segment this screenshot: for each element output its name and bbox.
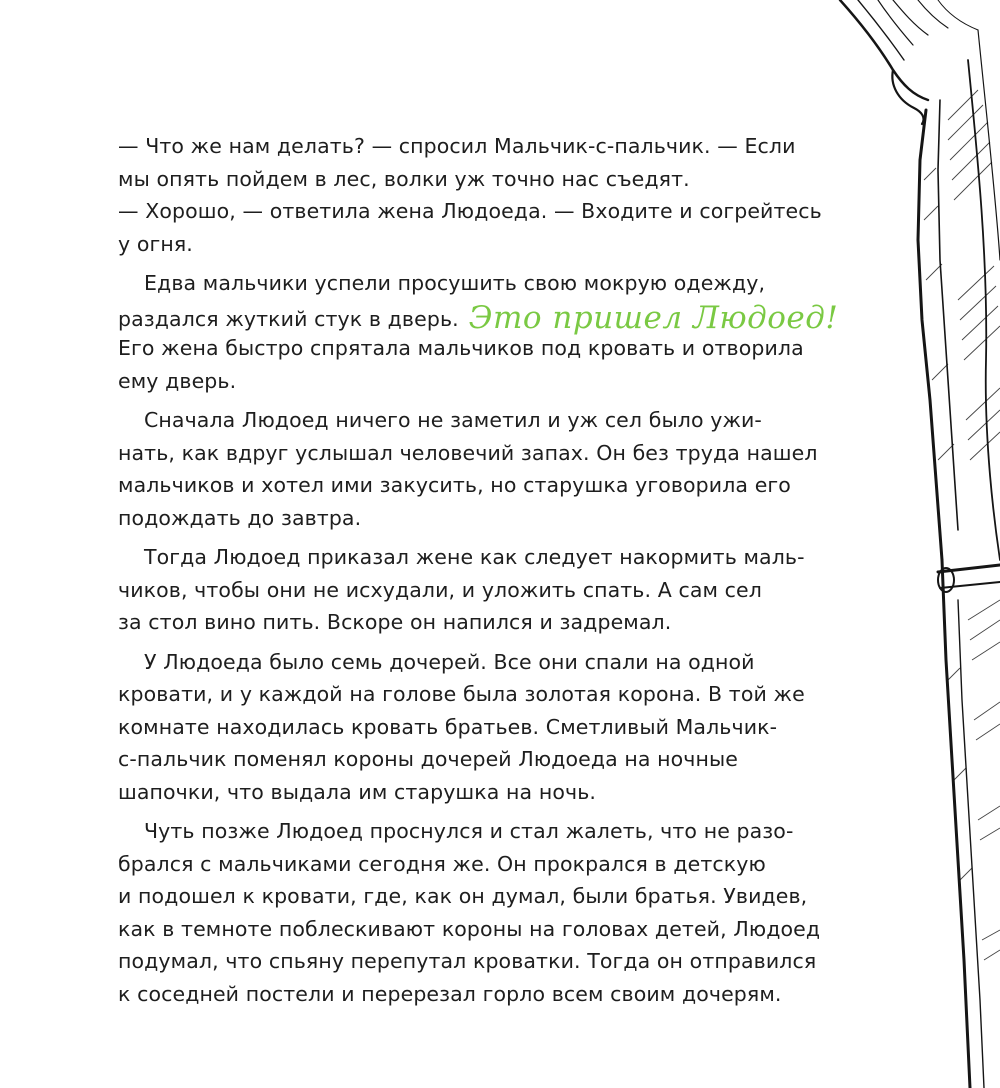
- text-line: мы опять пойдем в лес, волки уж точно нас съедят.: [118, 166, 690, 191]
- text-line: с-пальчик поменял короны дочерей Людоеда на ночные: [118, 747, 739, 771]
- text-line: ему дверь.: [118, 368, 237, 393]
- ink-sketch-illustration: [818, 0, 1000, 1088]
- story-text: [118, 130, 838, 1010]
- text-line: чиков, чтобы они не исхудали, и уложить спать. А сам сел: [118, 577, 762, 602]
- text-line: шапочки, что выдала им старушка на ночь.: [118, 779, 596, 804]
- text-line: брался с мальчиками сегодня же. Он прокрался в детскую: [118, 851, 766, 876]
- text-line: — Что же нам делать? — спросил Мальчик-с-пальчик. — Если: [118, 134, 796, 158]
- text-line: кровати, и у каждой на голове была золотая корона. В той же: [118, 682, 805, 706]
- text-line: — Хорошо, — ответила жена Людоеда. — Входите и согрейтесь: [118, 199, 822, 223]
- text-line: комнате находилась кровать братьев. Сметливый Мальчик-: [118, 714, 778, 739]
- text-line: нать, как вдруг услышал человечий запах. Он без труда нашел: [118, 440, 818, 465]
- text-line: Едва мальчики успели просушить свою мокрую одежду,: [144, 271, 766, 295]
- text-line: подождать до завтра.: [118, 505, 362, 530]
- text-line: Его жена быстро спрятала мальчиков под кровать и отворила: [118, 336, 804, 360]
- text-line: и подошел к кровати, где, как он думал, были братья. Увидев,: [118, 884, 808, 908]
- text-line: за стол вино пить. Вскоре он напился и задремал.: [118, 610, 672, 634]
- text-line: мальчиков и хотел ими закусить, но старушка уговорила его: [118, 473, 791, 497]
- text-line: У Людоеда было семь дочерей. Все они спали на одной: [144, 649, 755, 674]
- text-line: Сначала Людоед ничего не заметил и уж сел было ужи-: [144, 408, 762, 432]
- green-callout: Это пришел Людоед!: [468, 299, 839, 336]
- text-line: у огня.: [118, 231, 193, 256]
- text-line-with-callout: [118, 299, 839, 336]
- text-line: как в темноте поблескивают короны на головах детей, Людоед: [118, 916, 821, 941]
- text-line: Чуть позже Людоед проснулся и стал жалеть, что не разо-: [144, 819, 794, 843]
- text-fragment: раздался жуткий стук в дверь.: [118, 306, 459, 331]
- text-line: к соседней постели и перерезал горло всем своим дочерям.: [118, 981, 782, 1006]
- text-line: подумал, что спьяну перепутал кроватки. Тогда он отправился: [118, 949, 817, 973]
- text-line: Тогда Людоед приказал жене как следует накормить маль-: [144, 545, 805, 569]
